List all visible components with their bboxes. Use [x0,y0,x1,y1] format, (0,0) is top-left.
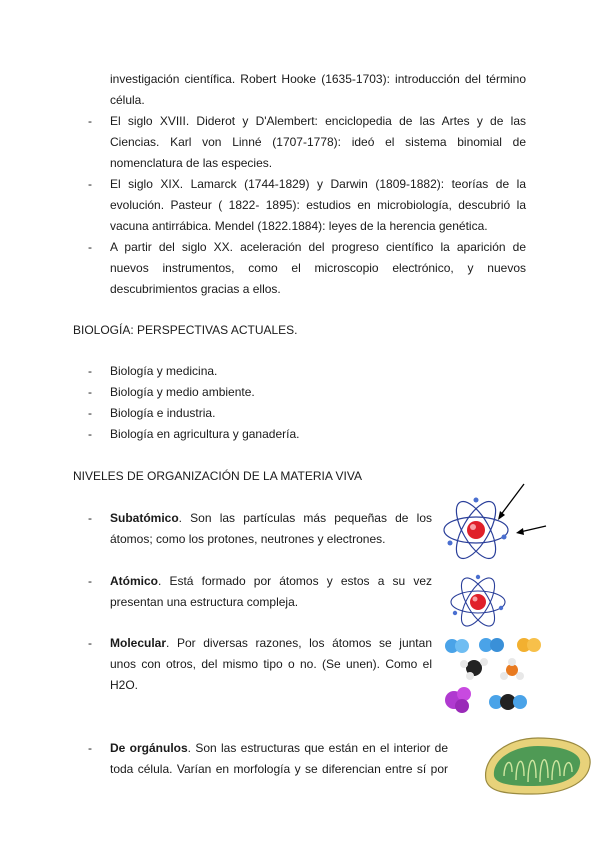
level-item-line: Subatómico. Son las partículas más pequeñas de los [110,511,432,525]
level-term: Subatómico [110,511,179,525]
molecules-illustration [440,632,544,720]
perspective-item: Biología e industria. [110,406,216,420]
history-intro-line: investigación científica. Robert Hooke (1635-1703): introducción del término [110,72,526,86]
list-bullet: - [88,406,92,420]
perspectives-heading: BIOLOGÍA: PERSPECTIVAS ACTUALES. [73,323,298,337]
levels-heading: NIVELES DE ORGANIZACIÓN DE LA MATERIA VIVA [73,469,362,483]
perspective-item: Biología en agricultura y ganadería. [110,427,300,441]
history-item-line: Ciencias. Karl von Linné (1707-1778): ideó el sistema binomial de [110,135,526,149]
level-term: De orgánulos [110,741,188,755]
history-item-line: nomenclatura de las especies. [110,156,273,170]
history-intro-line: célula. [110,93,145,107]
list-bullet: - [88,364,92,378]
history-item-line: El siglo XIX. Lamarck (1744-1829) y Darwin (1809-1882): teorías de la [110,177,526,191]
level-item-line: Atómico. Está formado por átomos y estos a su vez [110,574,432,588]
list-bullet: - [88,427,92,441]
list-bullet: - [88,114,92,128]
level-item-line: toda célula. Varían en morfología y se diferencian entre sí por [110,762,448,776]
level-item-line: H2O. [110,678,139,692]
atom-illustration [446,572,512,632]
level-item-line: Molecular. Por diversas razones, los átomos se juntan [110,636,432,650]
history-item-line: nuevos instrumentos, como el microscopio electrónico, y nuevos [110,261,526,275]
list-bullet: - [88,511,92,525]
history-item-line: descubrimientos gracias a ellos. [110,282,281,296]
perspective-item: Biología y medio ambiente. [110,385,255,399]
history-item-line: vacuna antirrábica. Mendel (1822.1884): leyes de la herencia genética. [110,219,488,233]
history-item-line: El siglo XVIII. Diderot y D'Alembert: enciclopedia de las Artes y de las [110,114,526,128]
list-bullet: - [88,240,92,254]
list-bullet: - [88,574,92,588]
history-item-line: A partir del siglo XX. aceleración del progreso científico la aparición de [110,240,526,254]
level-item-line: presentan una estructura compleja. [110,595,299,609]
subatomic-atom-illustration [438,480,548,570]
level-term: Atómico [110,574,158,588]
history-item-line: evolución. Pasteur ( 1822- 1895): estudios en microbiología, descubrió la [110,198,526,212]
list-bullet: - [88,741,92,755]
list-bullet: - [88,385,92,399]
list-bullet: - [88,636,92,650]
level-item-line: unos con otros, del mismo tipo o no. (Se unen). Como el [110,657,432,671]
level-item-line: De orgánulos. Son las estructuras que están en el interior de [110,741,448,755]
perspective-item: Biología y medicina. [110,364,218,378]
level-item-line: átomos; como los protones, neutrones y electrones. [110,532,386,546]
mitochondrion-illustration [478,730,596,800]
list-bullet: - [88,177,92,191]
level-term: Molecular [110,636,167,650]
